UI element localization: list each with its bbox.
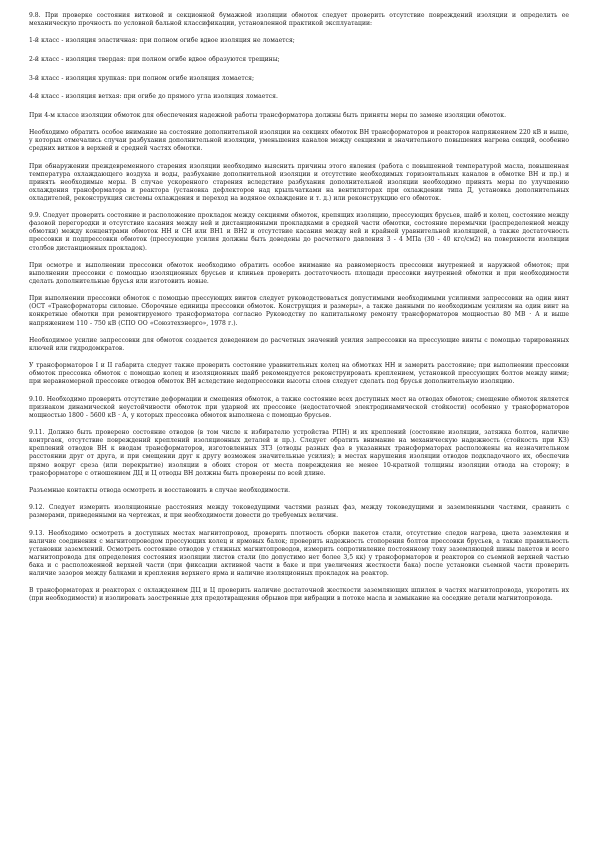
paragraph-9-10: 9.10. Необходимо проверить отсутствие деформации и смещения обмоток, а также состояние всех доступных мест на отводах обмоток; смещение обмоток является признаком динамической неустойчивости обмоток при ударной их прессовке (недостаточной электродинамической стойкости) особенно у трансформаторов мощностью 1800 - 5600 кВ · А, у которых прессовка обмоток выполнена с помощью брусьев. [29,395,569,419]
paragraph-pressing-force: Необходимое усилие запрессовки для обмоток создается доведением до расчетных значений усилия запрессовки на прессующие винты с помощью тарированных ключей или гидродомкратов. [29,336,569,352]
paragraph-class-3: 3-й класс - изоляция хрупкая: при полном огибе изоляция ломается; [29,74,255,82]
paragraph-pressing-inspection: При осмотре и выполнении прессовки обмоток необходимо обратить особое внимание на равномерность прессовки внутренней и наружной обмоток; при выполнении прессовки с помощью изоляционных брусьев и клиньев проверить достаточность площади прессовки внутренней обмотки и при необходимости сделать дополнительные брусья или изготовить новые. [29,261,569,285]
paragraph-9-8: 9.8. При проверке состояния витковой и секционной бумажной изоляции обмоток следует проверить отсутствие повреждений изоляции и определить ее механическую прочность по условной бальной классификации, установленной практикой эксплуатации: [29,12,569,28]
paragraph-cooling-dc: В трансформаторах и реакторах с охлаждением ДЦ и Ц проверить наличие достаточной жесткости заземляющих шпилек в частях магнитопровода, укоротить их (при необходимости) и изолировать заостренные для предотвращения обрывов при вибрации в потоке масла и замыкание на соседние детали магнитопровода. [29,587,569,603]
paragraph-class-1: 1-й класс - изоляция эластичная: при полном огибе вдвое изоляция не ломается; [29,37,295,45]
paragraph-premature-aging: При обнаружении преждевременного старения изоляции необходимо выяснить причины этого явления (работа с повышенной температурой масла, повышенная температура охлаждающего воздуха и воды, разбухание дополнительной изоляции и отсутствие необходимых горизонтальных каналов в обмотке ВН и пр.) и принять необходимые меры. В случае ускоренного старения вследствие разбухания дополнительной изоляции необходимо принять меры по улучшению охлаждения трансформатора и реактора (установка дефлекторов над крыльчатками на вентиляторах при охлаждении типа Д, установка дополнительных охладителей, реконструкция системы охлаждения и переход на водяное охлаждение и т. д.) или реконструкцию его обмоток. [29,162,569,202]
paragraph-class-4: 4-й класс - изоляция ветхая: при огибе до прямого угла изоляция ломается. [29,93,278,101]
paragraph-class-4-note: При 4-м классе изоляции обмоток для обеспечения надежной работы трансформатора должны быть приняты меры по замене изоляции обмоток. [29,111,507,119]
paragraph-additional-insulation: Необходимо обратить особое внимание на состояние дополнительной изоляции на секциях обмоток ВН трансформаторов и реакторов напряжением 220 кВ и выше, у которых отмечались случаи разбухания дополнительной изоляции, уменьшения каналов между секциями и значительного повышения нагрева секций, особенно средних витков в верхней и средней частях обмотки. [29,129,569,153]
paragraph-class-2: 2-й класс - изоляция твердая: при полном огибе вдвое образуются трещины; [29,55,280,63]
paragraph-contacts: Разъемные контакты отвода осмотреть и восстановить в случае необходимости. [29,486,291,494]
paragraph-9-12: 9.12. Следует измерить изоляционные расстояния между токоведущими частями разных фаз, между токоведущими и заземленными частями, сравнить с размерами, приведенными на чертежах, и при необходимости довести до требуемых величин. [29,504,569,520]
paragraph-dimension-i-ii: У трансформаторов I и II габарита следует также проверить состояние уравнительных колец на обмотках НН и замерить расстояние; при выполнении прессовки обмоток прессовка обмоток с помощью колец и изоляционных шайб рекомендуется реконструировать креплением, установкой прессующих болтов между ними; при неравномерной прессовке отводов обмоток ВН вследствие недопрессовки высоты слоев следует сделать под брусья дополнительную изоляцию. [29,362,569,386]
paragraph-9-11: 9.11. Должно быть проверено состояние отводов (в том числе к избирателю устройства РПН) и их креплений (состояние изоляции, затяжка болтов, наличие контргаек, отсутствие повреждений креплений изоляционных деталей и пр.). Следует обратить внимание на механическую надежность (стойкость при КЗ) креплений отводов ВН к вводам трансформаторов, изготовленных ЗТЗ (отводы разных фаз в указанных трансформаторах расположены на незначительном расстоянии друг от друга, и при смещении друг к другу возможен значительные усилия); в местах нарушения изоляции отводов подкладочного их, обеспечив прямо вокруг среза (или перекрытие) изоляции в обоих сторон от места повреждения не менее 10-кратной толщины изоляции отвода на сторону; в трансформаторе с отношением ДЦ и Ц отводы ВН должны быть проверены по всей длине. [29,429,569,477]
paragraph-pressing-screws: При выполнении прессовки обмоток с помощью прессующих винтов следует руководствоваться допустимыми необходимыми усилиями запрессовки на один винт (ОСТ «Трансформаторы силовые. Сборочные единицы прессовки обмоток. Конструкция и размеры», а также данными по необходимым усилиям на один винт на конкретные обмотки при ремонтируемого трансформатора согласно Руководству по капитальному ремонту трансформаторов мощностью 80 МВ · А и выше напряжением 110 - 750 кВ (СПО ОО «Союзтехэнерго», 1978 г.). [29,295,569,327]
paragraph-9-13: 9.13. Необходимо осмотреть в доступных местах магнитопровод, проверить плотность сборки пакетов стали, отсутствие следов нагрева, цвета заземления и наличие соединения с магнитопроводом прессующих колец и ярмовых балок; проверить надежность стопорения болтов прессовки брусьев, а также правильность установки заземлений. Осмотреть состояние отводов у стяжных магнитопроводов, измерить сопротивление постоянному току заземляющей шины пакетов и всего магнитопровода для определения состояния изоляции листов стали (по допустимо нет более 3,5 кк) у трансформаторов и реакторов со съемной верхней частью бака и с расположенной верхней части (при фиксации активной части в баке и при увеличения жесткости бака) после установки съемной части проверить наличие зазоров между балками и крепления верхнего ярма и наличие изоляционных прокладок на реактор. [29,529,569,578]
paragraph-9-9: 9.9. Следует проверить состояние и расположение прокладок между секциями обмоток, крепящих изоляцию, прессующих брусьев, шайб и колец, состояние между фазовой перегородки и отсутствие касания между ней и дистанционными прокладками в средней части обмотки, состояние перемычки (распределенной между обмотки) между концентрами обмоток НН и СН или ВН1 и ВН2 и отсутствие касания между ней и крайней уравнительной изоляцией, а также достаточность прессовки и подпрессовки обмоток (прессующие усилия должны быть доведены до расчетного давления 3 - 4 МПа (30 - 40 кгс/см2) на поверхности изоляции столбов дистанционных прокладок). [29,212,569,252]
